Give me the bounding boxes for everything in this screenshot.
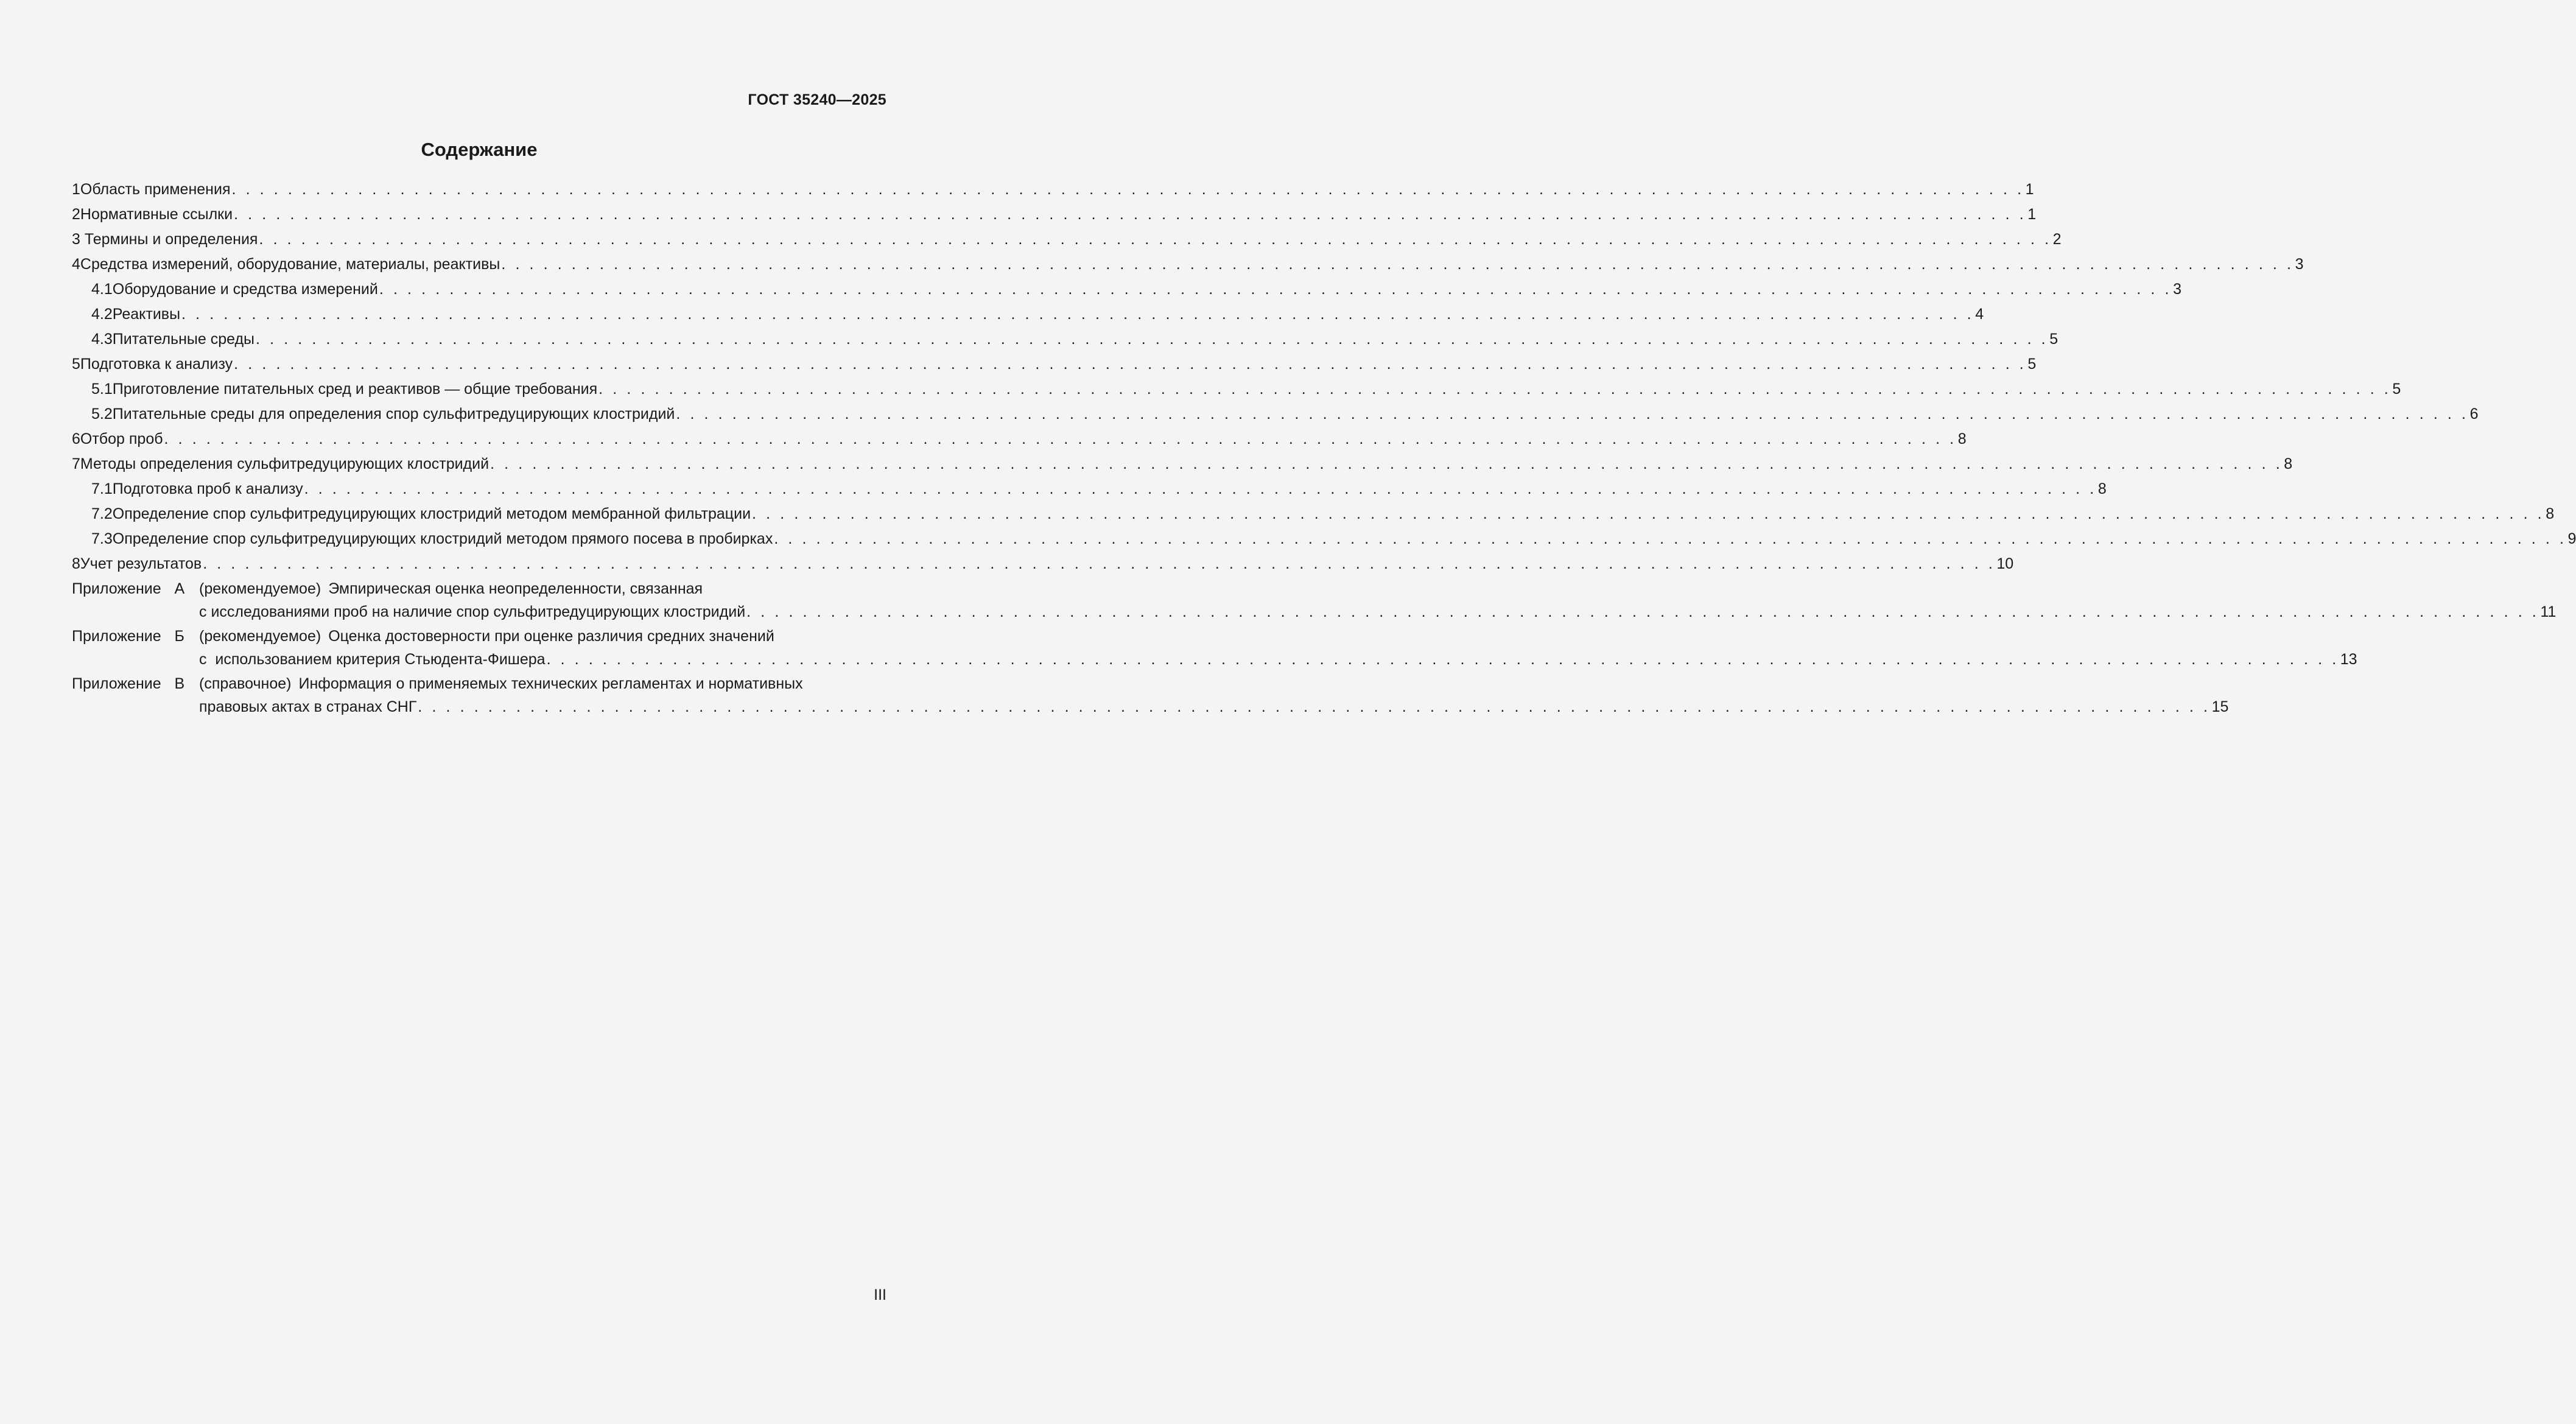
- toc-entry-page: 5: [2027, 356, 2037, 373]
- toc-entry-number: 7.2: [91, 505, 113, 522]
- toc-entry[interactable]: [72, 227, 2062, 252]
- toc-entry-page: 8: [1957, 430, 1967, 447]
- appendix-entry-v[interactable]: [72, 672, 2229, 719]
- dot-leader: [547, 648, 2339, 672]
- toc-entry-number: 7.1: [91, 480, 113, 497]
- appendix-label: Приложение А: [72, 580, 185, 597]
- appendix-label: Приложение Б: [72, 628, 184, 645]
- dot-leader: [304, 477, 2097, 502]
- toc-entry-title: Питательные среды для определения спор сульфитредуцирующих клостридий: [112, 405, 675, 423]
- toc-entry-number: 4: [72, 256, 80, 273]
- toc-entry-page: 10: [1996, 555, 2014, 572]
- toc-subentry[interactable]: [72, 527, 2576, 552]
- toc-entry-title: Средства измерений, оборудование, материалы, реактивы: [80, 256, 500, 273]
- dot-leader: [231, 177, 2024, 202]
- dot-leader: [676, 402, 2468, 427]
- toc-subentry[interactable]: [72, 302, 1984, 327]
- page-number: III: [874, 1286, 886, 1303]
- toc-entry[interactable]: [72, 452, 2293, 477]
- toc-entry-page: 8: [2284, 455, 2293, 472]
- toc-entry-page: 1: [2027, 206, 2037, 223]
- toc-entry-page: 1: [2025, 181, 2034, 198]
- toc-subentry[interactable]: [72, 502, 2555, 527]
- appendix-body: [199, 578, 2556, 624]
- toc-entry-page: 3: [2173, 281, 2181, 298]
- toc-entry-title: Подготовка к анализу: [80, 356, 233, 373]
- toc-entry-number: 8: [72, 555, 80, 572]
- toc-subentry[interactable]: [72, 477, 2107, 502]
- toc-entry-number: 6: [72, 430, 80, 447]
- dot-leader: [181, 302, 1974, 327]
- toc-entry-page: 5: [2392, 381, 2401, 398]
- toc-entry-page: 3: [2295, 256, 2304, 273]
- appendix-page: 11: [2540, 603, 2557, 620]
- dot-leader: [259, 227, 2051, 252]
- appendix-title-continued: правовых актах в странах СНГ: [199, 698, 417, 715]
- dot-leader: [234, 202, 2026, 227]
- toc-entry[interactable]: [72, 552, 2014, 577]
- toc-entry-page: 4: [1975, 306, 1984, 323]
- toc-entry-page: 9: [2567, 530, 2576, 547]
- toc-entry-number: 1: [72, 181, 80, 198]
- appendix-title: Информация о применяемых технических регламентах и нормативных: [298, 675, 803, 692]
- toc-entry-number: 7.3: [91, 530, 113, 547]
- dot-leader: [752, 502, 2544, 527]
- toc-entry[interactable]: [72, 427, 1967, 452]
- dot-leader: [256, 327, 2048, 352]
- toc-entry-page: 5: [2049, 331, 2058, 348]
- appendix-title-line1: [199, 625, 2357, 648]
- dot-leader: [490, 452, 2283, 477]
- toc-entry[interactable]: [72, 202, 2037, 227]
- toc-entry[interactable]: [72, 352, 2037, 377]
- toc-subentry[interactable]: [72, 402, 2479, 427]
- dot-leader: [598, 377, 2391, 402]
- toc-entry-title: Реактивы: [112, 306, 181, 323]
- appendix-label: Приложение В: [72, 675, 185, 692]
- toc-entry-page: 6: [2469, 405, 2479, 423]
- appendix-body: [199, 673, 2228, 719]
- toc-entry-number: 3: [72, 231, 80, 248]
- dot-leader: [379, 277, 2172, 302]
- appendix-entry-b[interactable]: [72, 624, 2357, 672]
- toc-entry-number: 5.1: [91, 381, 113, 398]
- appendix-title-line2: [199, 648, 2357, 672]
- table-of-contents: [72, 177, 2576, 719]
- toc-entry-title: Отбор проб: [80, 430, 163, 447]
- toc-entry-number: 4.3: [91, 331, 113, 348]
- toc-entry-page: 8: [2097, 480, 2107, 497]
- dot-leader: [418, 695, 2210, 719]
- toc-entry-title: Подготовка проб к анализу: [112, 480, 303, 497]
- toc-entry-title: Приготовление питательных сред и реактивов — общие требования: [112, 381, 598, 398]
- document-code: ГОСТ 35240—2025: [748, 91, 886, 108]
- toc-entry-title: Определение спор сульфитредуцирующих клостридий методом мембранной фильтрации: [112, 505, 751, 522]
- toc-subentry[interactable]: [72, 377, 2401, 402]
- toc-entry[interactable]: [72, 177, 2034, 202]
- dot-leader: [203, 552, 1995, 577]
- appendix-category: (справочное): [199, 675, 292, 692]
- appendix-category: (рекомендуемое): [199, 628, 321, 645]
- appendix-title-line2: [199, 695, 2228, 719]
- toc-entry-number: 2: [72, 206, 80, 223]
- appendix-title-continued: с использованием критерия Стьюдента-Фишера: [199, 651, 546, 668]
- toc-entry-page: 8: [2546, 505, 2555, 522]
- appendix-title: Оценка достоверности при оценке различия средних значений: [328, 628, 774, 645]
- toc-entry-number: 4.1: [91, 281, 113, 298]
- toc-entry-page: 2: [2052, 231, 2062, 248]
- toc-entry-title: Область применения: [80, 181, 231, 198]
- appendix-category: (рекомендуемое): [199, 580, 321, 597]
- toc-entry-number: 5.2: [91, 405, 113, 423]
- toc-entry-title: Определение спор сульфитредуцирующих клостридий методом прямого посева в пробирках: [112, 530, 773, 547]
- toc-subentry[interactable]: [72, 327, 2058, 352]
- appendix-body: [199, 625, 2357, 672]
- dot-leader: [234, 352, 2026, 377]
- toc-entry-title: Оборудование и средства измерений: [112, 281, 378, 298]
- dot-leader: [164, 427, 1957, 452]
- toc-title: Содержание: [421, 139, 538, 160]
- toc-subentry[interactable]: [72, 277, 2181, 302]
- dot-leader: [746, 600, 2539, 624]
- appendix-page: 13: [2340, 651, 2357, 668]
- appendix-title-line1: [199, 578, 2556, 600]
- toc-entry-title: Термины и определения: [80, 231, 258, 248]
- appendix-page: 15: [2211, 698, 2229, 715]
- appendix-title-line1: [199, 673, 2228, 695]
- toc-entry-number: 5: [72, 356, 80, 373]
- toc-entry[interactable]: [72, 252, 2304, 277]
- appendix-title-line2: [199, 600, 2556, 624]
- dot-leader: [774, 527, 2566, 552]
- toc-entry-title: Методы определения сульфитредуцирующих клостридий: [80, 455, 490, 472]
- appendix-title-continued: с исследованиями проб на наличие спор сульфитредуцирующих клостридий: [199, 603, 746, 620]
- appendix-entry-a[interactable]: [72, 577, 2557, 624]
- toc-entry-number: 4.2: [91, 306, 113, 323]
- dot-leader: [501, 252, 2293, 277]
- toc-entry-title: Питательные среды: [112, 331, 255, 348]
- appendix-title: Эмпирическая оценка неопределенности, связанная: [328, 580, 703, 597]
- toc-entry-title: Нормативные ссылки: [80, 206, 233, 223]
- toc-entry-number: 7: [72, 455, 80, 472]
- toc-entry-title: Учет результатов: [80, 555, 202, 572]
